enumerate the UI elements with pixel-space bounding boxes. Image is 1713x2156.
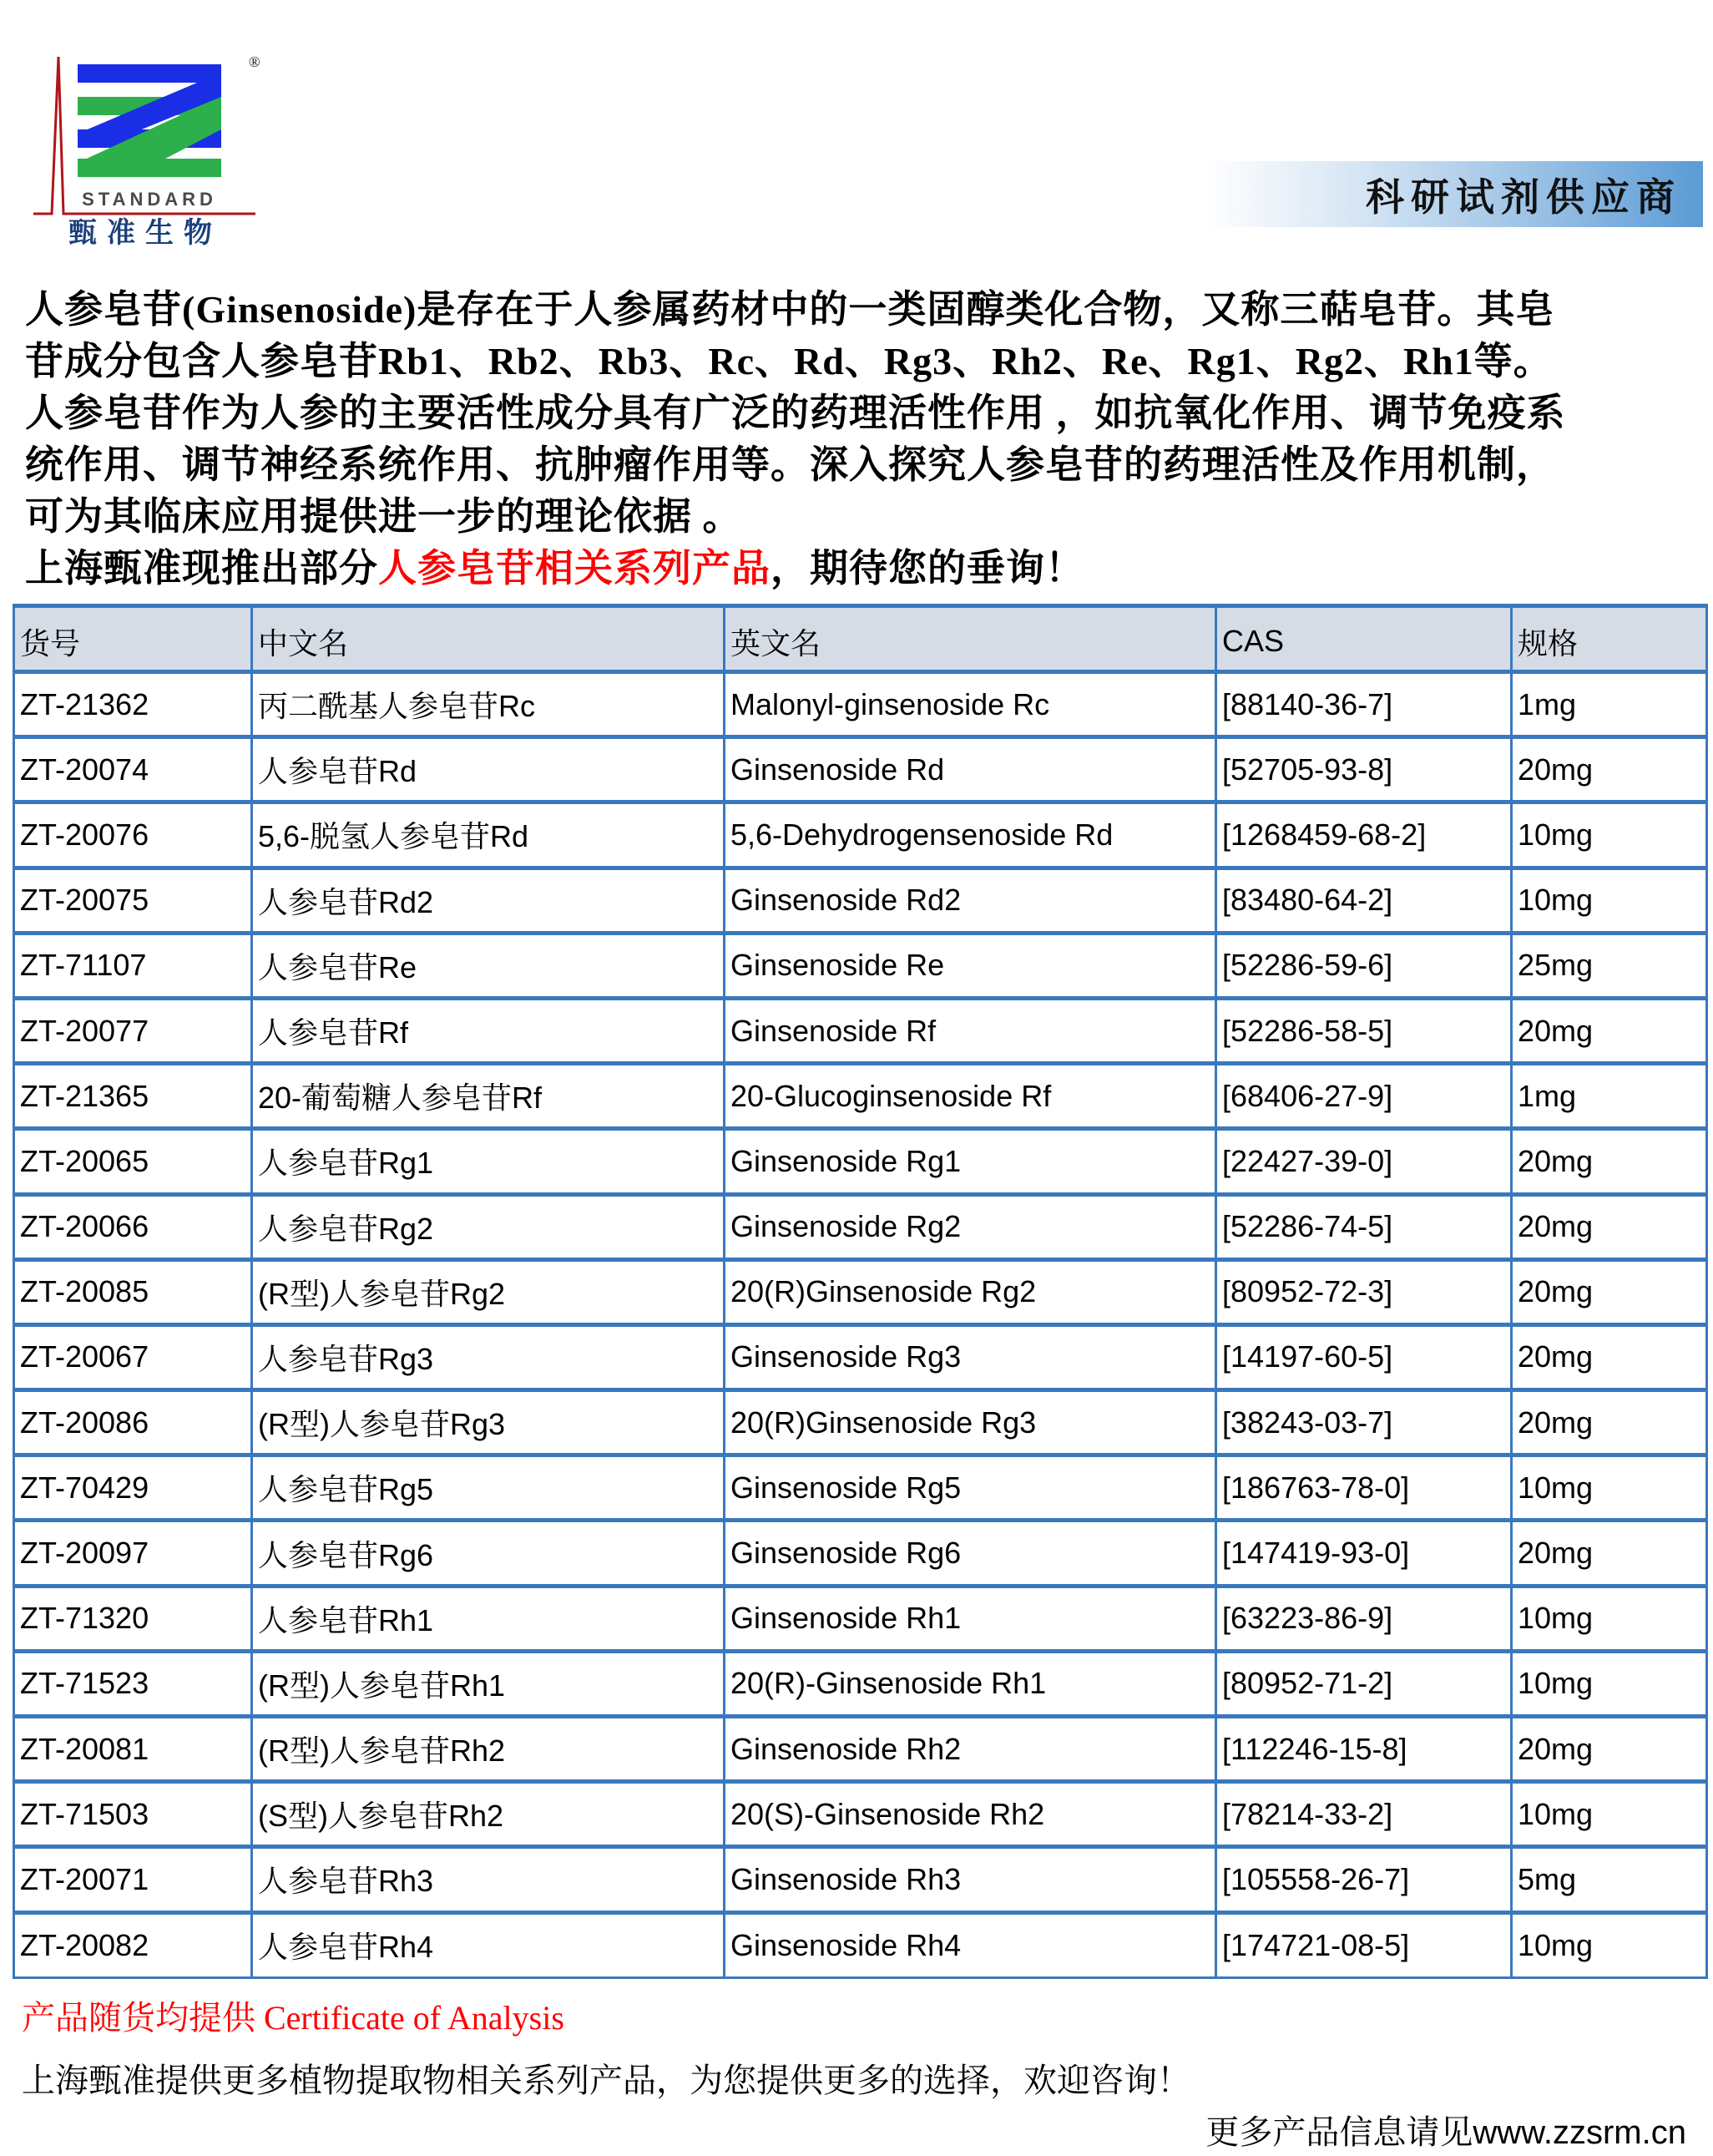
- product-table: [13, 604, 1708, 1979]
- cell-catalog-no: ZT-20065: [14, 1129, 252, 1194]
- cell-chinese-name: 人参皂苷Rf: [252, 998, 725, 1063]
- table-row: [14, 868, 1707, 933]
- cell-chinese-name: 人参皂苷Rd: [252, 737, 725, 802]
- table-row: [14, 672, 1707, 737]
- more-products-note: 上海甄准提供更多植物提取物相关系列产品，为您提供更多的选择，欢迎咨询！: [22, 2062, 1190, 2099]
- table-row: [14, 1717, 1707, 1782]
- table-row: [14, 1064, 1707, 1129]
- cell-spec: 10mg: [1512, 1782, 1707, 1847]
- cell-spec: 10mg: [1512, 868, 1707, 933]
- cell-catalog-no: ZT-20082: [14, 1912, 252, 1977]
- cell-cas: [1268459-68-2]: [1216, 802, 1512, 868]
- cell-chinese-name: 人参皂苷Rg1: [252, 1129, 725, 1194]
- cell-cas: [68406-27-9]: [1216, 1064, 1512, 1129]
- cell-catalog-no: ZT-70429: [14, 1455, 252, 1521]
- table-row: [14, 1129, 1707, 1194]
- cell-spec: 20mg: [1512, 998, 1707, 1063]
- header-cas: CAS: [1216, 606, 1512, 672]
- tagline-banner: [1205, 161, 1703, 227]
- cell-cas: [88140-36-7]: [1216, 672, 1512, 737]
- cell-english-name: Ginsenoside Rg6: [725, 1521, 1216, 1586]
- cell-cas: [52705-93-8]: [1216, 737, 1512, 802]
- cell-cas: [186763-78-0]: [1216, 1455, 1512, 1521]
- cell-cas: [52286-74-5]: [1216, 1194, 1512, 1259]
- cell-cas: [22427-39-0]: [1216, 1129, 1512, 1194]
- promo-prefix: 上海甄准现推出部分: [25, 547, 378, 590]
- cell-english-name: Ginsenoside Rd2: [725, 868, 1216, 933]
- cell-spec: 20mg: [1512, 737, 1707, 802]
- cell-english-name: 20(R)Ginsenoside Rg3: [725, 1390, 1216, 1455]
- cell-english-name: 20-Glucoginsenoside Rf: [725, 1064, 1216, 1129]
- header-catalog-no: 货号: [14, 606, 252, 672]
- svg-text:STANDARD: STANDARD: [82, 189, 217, 210]
- table-row: [14, 1586, 1707, 1651]
- table-row: [14, 1259, 1707, 1324]
- cell-cas: [14197-60-5]: [1216, 1324, 1512, 1389]
- cell-catalog-no: ZT-20076: [14, 802, 252, 868]
- cell-chinese-name: 人参皂苷Rg6: [252, 1521, 725, 1586]
- cell-cas: [83480-64-2]: [1216, 868, 1512, 933]
- table-row: [14, 1521, 1707, 1586]
- cell-cas: [80952-71-2]: [1216, 1651, 1512, 1716]
- cell-english-name: Ginsenoside Rd: [725, 737, 1216, 802]
- cell-catalog-no: ZT-20067: [14, 1324, 252, 1389]
- zz-standard-logo-icon: [30, 50, 264, 251]
- cell-cas: [63223-86-9]: [1216, 1586, 1512, 1651]
- cell-chinese-name: 人参皂苷Re: [252, 933, 725, 998]
- intro-line: 人参皂苷(Ginsenoside)是存在于人参属药材中的一类固醇类化合物，又称三萜皂苷。其皂: [25, 288, 1555, 331]
- promo-line: [25, 543, 1703, 595]
- cell-english-name: 5,6-Dehydrogensenoside Rd: [725, 802, 1216, 868]
- intro-paragraph: [25, 284, 1703, 595]
- header-english-name: 英文名: [725, 606, 1216, 672]
- cell-spec: 20mg: [1512, 1717, 1707, 1782]
- table-row: [14, 1847, 1707, 1912]
- cell-english-name: Ginsenoside Rf: [725, 998, 1216, 1063]
- cell-cas: [38243-03-7]: [1216, 1390, 1512, 1455]
- promo-suffix: ，期待您的垂询！: [771, 547, 1084, 590]
- cell-cas: [78214-33-2]: [1216, 1782, 1512, 1847]
- cell-chinese-name: 人参皂苷Rh4: [252, 1912, 725, 1977]
- cell-spec: 10mg: [1512, 1586, 1707, 1651]
- cell-cas: [174721-08-5]: [1216, 1912, 1512, 1977]
- cell-spec: 20mg: [1512, 1194, 1707, 1259]
- cell-english-name: 20(R)Ginsenoside Rg2: [725, 1259, 1216, 1324]
- intro-line: 人参皂苷作为人参的主要活性成分具有广泛的药理活性作用 ，如抗氧化作用、调节免疫系: [25, 392, 1566, 434]
- cell-chinese-name: 5,6-脱氢人参皂苷Rd: [252, 802, 725, 868]
- table-row: [14, 933, 1707, 998]
- tagline-text: 科研试剂供应商: [1366, 174, 1681, 220]
- cell-spec: 20mg: [1512, 1390, 1707, 1455]
- table-row: [14, 1194, 1707, 1259]
- cell-catalog-no: ZT-21362: [14, 672, 252, 737]
- cell-catalog-no: ZT-20071: [14, 1847, 252, 1912]
- table-row: [14, 1455, 1707, 1521]
- cell-catalog-no: ZT-20074: [14, 737, 252, 802]
- cell-english-name: Ginsenoside Rg5: [725, 1455, 1216, 1521]
- website-note: [1205, 2106, 1686, 2153]
- cell-english-name: Ginsenoside Rh3: [725, 1847, 1216, 1912]
- cell-english-name: Ginsenoside Rh1: [725, 1586, 1216, 1651]
- cell-spec: 10mg: [1512, 1651, 1707, 1716]
- cell-english-name: Malonyl-ginsenoside Rc: [725, 672, 1216, 737]
- cell-english-name: Ginsenoside Rg3: [725, 1324, 1216, 1389]
- cell-chinese-name: 丙二酰基人参皂苷Rc: [252, 672, 725, 737]
- cell-catalog-no: ZT-20086: [14, 1390, 252, 1455]
- cell-catalog-no: ZT-71523: [14, 1651, 252, 1716]
- cell-spec: 25mg: [1512, 933, 1707, 998]
- cell-spec: 1mg: [1512, 1064, 1707, 1129]
- svg-text:®: ®: [249, 53, 260, 70]
- table-row: [14, 1390, 1707, 1455]
- cell-cas: [52286-58-5]: [1216, 998, 1512, 1063]
- cell-cas: [52286-59-6]: [1216, 933, 1512, 998]
- svg-text:甄准生物: 甄准生物: [68, 216, 222, 250]
- cell-chinese-name: 人参皂苷Rh3: [252, 1847, 725, 1912]
- table-row: [14, 1782, 1707, 1847]
- cell-catalog-no: ZT-20066: [14, 1194, 252, 1259]
- promo-highlight: 人参皂苷相关系列产品: [378, 547, 771, 590]
- cell-spec: 5mg: [1512, 1847, 1707, 1912]
- cell-cas: [105558-26-7]: [1216, 1847, 1512, 1912]
- table-row: [14, 1912, 1707, 1977]
- cell-chinese-name: (R型)人参皂苷Rg2: [252, 1259, 725, 1324]
- cell-chinese-name: 人参皂苷Rg2: [252, 1194, 725, 1259]
- cell-chinese-name: 人参皂苷Rd2: [252, 868, 725, 933]
- intro-line: 苷成分包含人参皂苷Rb1、Rb2、Rb3、Rc、Rd、Rg3、Rh2、Re、Rg1、Rg2、Rh1等。: [25, 340, 1553, 382]
- cell-chinese-name: (S型)人参皂苷Rh2: [252, 1782, 725, 1847]
- cell-english-name: Ginsenoside Rg2: [725, 1194, 1216, 1259]
- cell-spec: 10mg: [1512, 1912, 1707, 1977]
- cell-spec: 20mg: [1512, 1129, 1707, 1194]
- cell-spec: 1mg: [1512, 672, 1707, 737]
- header-spec: 规格: [1512, 606, 1707, 672]
- coa-note: 产品随货均提供 Certificate of Analysis: [22, 1999, 564, 2037]
- cell-spec: 20mg: [1512, 1521, 1707, 1586]
- cell-catalog-no: ZT-21365: [14, 1064, 252, 1129]
- cell-english-name: 20(R)-Ginsenoside Rh1: [725, 1651, 1216, 1716]
- table-row: [14, 802, 1707, 868]
- cell-chinese-name: 人参皂苷Rh1: [252, 1586, 725, 1651]
- table-header-row: [14, 606, 1707, 672]
- cell-catalog-no: ZT-20077: [14, 998, 252, 1063]
- cell-english-name: Ginsenoside Rh2: [725, 1717, 1216, 1782]
- table-row: [14, 998, 1707, 1063]
- website-prefix: 更多产品信息请见: [1205, 2113, 1473, 2151]
- cell-catalog-no: ZT-71107: [14, 933, 252, 998]
- cell-catalog-no: ZT-71320: [14, 1586, 252, 1651]
- cell-spec: 20mg: [1512, 1259, 1707, 1324]
- cell-chinese-name: (R型)人参皂苷Rh2: [252, 1717, 725, 1782]
- cell-chinese-name: (R型)人参皂苷Rg3: [252, 1390, 725, 1455]
- cell-chinese-name: 20-葡萄糖人参皂苷Rf: [252, 1064, 725, 1129]
- cell-spec: 10mg: [1512, 802, 1707, 868]
- cell-cas: [112246-15-8]: [1216, 1717, 1512, 1782]
- cell-catalog-no: ZT-20075: [14, 868, 252, 933]
- intro-line: 可为其临床应用提供进一步的理论依据 。: [25, 495, 742, 538]
- cell-english-name: Ginsenoside Rg1: [725, 1129, 1216, 1194]
- header-chinese-name: 中文名: [252, 606, 725, 672]
- intro-line: 统作用、调节神经系统作用、抗肿瘤作用等。深入探究人参皂苷的药理活性及作用机制，: [25, 443, 1555, 486]
- cell-english-name: Ginsenoside Re: [725, 933, 1216, 998]
- cell-spec: 20mg: [1512, 1324, 1707, 1389]
- cell-cas: [147419-93-0]: [1216, 1521, 1512, 1586]
- company-logo: [30, 50, 264, 251]
- cell-catalog-no: ZT-71503: [14, 1782, 252, 1847]
- cell-cas: [80952-72-3]: [1216, 1259, 1512, 1324]
- table-row: [14, 737, 1707, 802]
- cell-catalog-no: ZT-20085: [14, 1259, 252, 1324]
- cell-chinese-name: 人参皂苷Rg5: [252, 1455, 725, 1521]
- table-row: [14, 1324, 1707, 1389]
- table-row: [14, 1651, 1707, 1716]
- cell-english-name: 20(S)-Ginsenoside Rh2: [725, 1782, 1216, 1847]
- cell-catalog-no: ZT-20081: [14, 1717, 252, 1782]
- cell-chinese-name: 人参皂苷Rg3: [252, 1324, 725, 1389]
- website-link[interactable]: www.zzsrm.cn: [1473, 2114, 1686, 2151]
- cell-chinese-name: (R型)人参皂苷Rh1: [252, 1651, 725, 1716]
- cell-spec: 10mg: [1512, 1455, 1707, 1521]
- cell-catalog-no: ZT-20097: [14, 1521, 252, 1586]
- cell-english-name: Ginsenoside Rh4: [725, 1912, 1216, 1977]
